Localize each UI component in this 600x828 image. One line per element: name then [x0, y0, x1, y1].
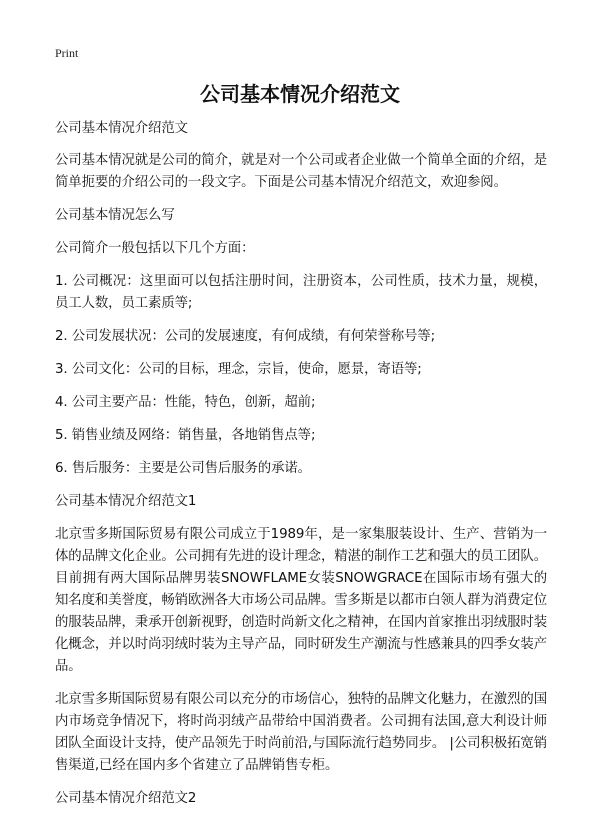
list-item: 5. 销售业绩及网络：销售量，各地销售点等;: [55, 428, 316, 443]
list-item: 1. 公司概况：这里面可以包括注册时间，注册资本，公司性质，技术力量，规模，员工人数，员工素质等;: [55, 274, 547, 311]
list-item: 4. 公司主要产品：性能，特色，创新，超前;: [55, 395, 316, 410]
body-paragraph: 北京雪多斯国际贸易有限公司以充分的市场信心，独特的品牌文化魅力，在激烈的国内市场竞争情况下，将时尚羽绒产品带给中国消费者。公司拥有法国,意大利设计师团队全面设计支持，使产品领先于时尚前沿,与国际流行趋势同步。 |公司积极拓宽销售渠道,已经在国内多个省建立了品牌销售专柜。: [55, 692, 547, 773]
section-heading: 公司基本情况怎么写: [55, 208, 175, 223]
list-item: 3. 公司文化：公司的目标，理念，宗旨，使命，愿景，寄语等;: [55, 362, 422, 377]
list-item: 6. 售后服务：主要是公司售后服务的承诺。: [55, 461, 311, 476]
section-heading: 公司基本情况介绍范文: [55, 121, 188, 136]
intro-paragraph: 公司基本情况就是公司的简介，就是对一个公司或者企业做一个简单全面的介绍，是简单扼要的介绍公司的一段文字。下面是公司基本情况介绍范文，欢迎参阅。: [55, 153, 547, 190]
document-body: [55, 118, 547, 821]
list-item: 2. 公司发展状况：公司的发展速度，有何成绩，有何荣誉称号等;: [55, 329, 435, 344]
section-heading: 公司基本情况介绍范文2: [55, 791, 197, 806]
section-heading: 公司基本情况介绍范文1: [55, 494, 197, 509]
list-intro: 公司简介一般包括以下几个方面：: [55, 241, 255, 256]
body-paragraph: 北京雪多斯国际贸易有限公司成立于1989年，是一家集服装设计、生产、营销为一体的品牌文化企业。公司拥有先进的设计理念，精湛的制作工艺和强大的员工团队。目前拥有两大国际品牌男装SNOWFLAME女装SNOWGRACE在国际市场有强大的知名度和美誉度，畅销欧洲各大市场公司品牌。雪多斯是以都市白领人群为消费定位的服装品牌，秉承开创新视野，创造时尚新文化之精神，在国内首家推出羽绒服时装化概念，并以时尚羽绒时装为主导产品，同时研发生产潮流与性感兼具的四季女装产品。: [55, 527, 547, 674]
document-title: 公司基本情况介绍范文: [200, 82, 400, 106]
print-label: Print: [55, 46, 79, 60]
